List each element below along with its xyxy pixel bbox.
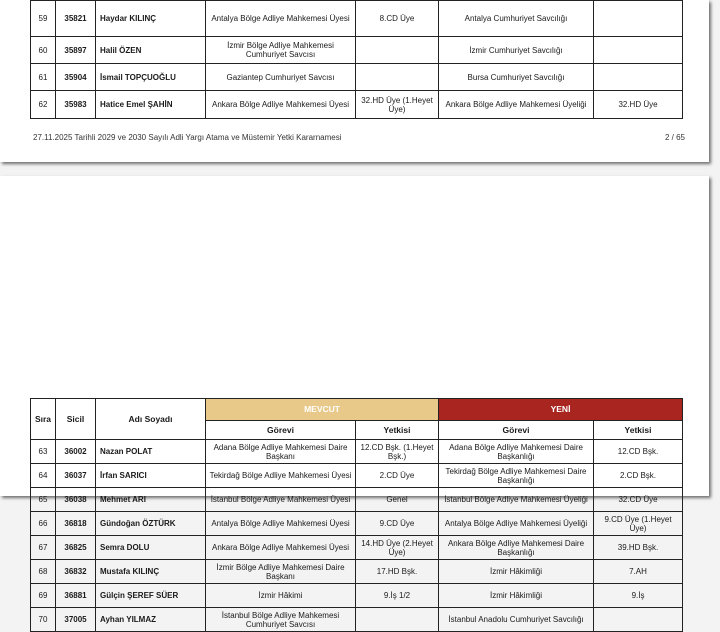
cell-adi-soyadi: Halil ÖZEN	[96, 37, 206, 64]
cell-sira: 68	[31, 560, 56, 584]
table-row	[31, 91, 683, 119]
cell-adi-soyadi: Hatice Emel ŞAHİN	[96, 91, 206, 119]
cell-mevcut-yetkisi: 9.CD Üye	[356, 512, 439, 536]
table-row	[31, 1, 683, 37]
cell-sira: 64	[31, 464, 56, 488]
cell-mevcut-gorevi: İstanbul Bölge Adliye Mahkemesi Cumhuriyet Savcısı	[206, 608, 356, 632]
cell-sira: 65	[31, 488, 56, 512]
cell-mevcut-yetkisi: 2.CD Üye	[356, 464, 439, 488]
cell-yeni-gorevi: İzmir Hâkimliği	[439, 584, 594, 608]
cell-yeni-gorevi: Antalya Bölge Adliye Mahkemesi Üyeliği	[439, 512, 594, 536]
cell-yeni-gorevi: Antalya Cumhuriyet Savcılığı	[439, 1, 594, 37]
cell-mevcut-gorevi: İzmir Bölge Adliye Mahkemesi Daire Başkanı	[206, 560, 356, 584]
header-sicil: Sicil	[56, 399, 96, 440]
cell-sira: 69	[31, 584, 56, 608]
cell-mevcut-yetkisi: 12.CD Bşk. (1.Heyet Bşk.)	[356, 440, 439, 464]
cell-mevcut-yetkisi: 32.HD Üye (1.Heyet Üye)	[356, 91, 439, 119]
cell-sira: 59	[31, 1, 56, 37]
document-page-bottom	[0, 176, 709, 629]
cell-sicil: 35904	[56, 64, 96, 91]
cell-mevcut-gorevi: Antalya Bölge Adliye Mahkemesi Üyesi	[206, 1, 356, 37]
cell-mevcut-gorevi: Ankara Bölge Adliye Mahkemesi Üyesi	[206, 536, 356, 560]
cell-sira: 70	[31, 608, 56, 632]
cell-yeni-gorevi: Bursa Cumhuriyet Savcılığı	[439, 64, 594, 91]
cell-mevcut-yetkisi: 8.CD Üye	[356, 1, 439, 37]
header-mevcut: MEVCUT	[206, 399, 439, 421]
cell-sicil: 37005	[56, 608, 96, 632]
cell-yeni-yetkisi: 9.İş	[594, 584, 683, 608]
cell-yeni-gorevi: İstanbul Anadolu Cumhuriyet Savcılığı	[439, 608, 594, 632]
cell-sira: 67	[31, 536, 56, 560]
cell-mevcut-gorevi: Gaziantep Cumhuriyet Savcısı	[206, 64, 356, 91]
cell-yeni-gorevi: İstanbul Bölge Adliye Mahkemesi Üyeliği	[439, 488, 594, 512]
cell-yeni-yetkisi: 32.HD Üye	[594, 91, 683, 119]
table-row	[31, 37, 683, 64]
cell-yeni-gorevi: Adana Bölge Adliye Mahkemesi Daire Başkanlığı	[439, 440, 594, 464]
cell-yeni-yetkisi: 32.CD Üye	[594, 488, 683, 512]
cell-sicil: 36881	[56, 584, 96, 608]
cell-mevcut-yetkisi	[356, 64, 439, 91]
cell-yeni-yetkisi: 9.CD Üye (1.Heyet Üye)	[594, 512, 683, 536]
cell-mevcut-yetkisi: 17.HD Bşk.	[356, 560, 439, 584]
cell-sira: 62	[31, 91, 56, 119]
cell-sicil: 36832	[56, 560, 96, 584]
cell-sira: 61	[31, 64, 56, 91]
cell-mevcut-yetkisi: 14.HD Üye (2.Heyet Üye)	[356, 536, 439, 560]
cell-mevcut-yetkisi	[356, 608, 439, 632]
header-sira: Sıra	[31, 399, 56, 440]
table-row	[31, 464, 683, 488]
cell-sicil: 35897	[56, 37, 96, 64]
cell-mevcut-gorevi: Tekirdağ Bölge Adliye Mahkemesi Üyesi	[206, 464, 356, 488]
cell-mevcut-gorevi: Antalya Bölge Adliye Mahkemesi Üyesi	[206, 512, 356, 536]
cell-mevcut-yetkisi: Genel	[356, 488, 439, 512]
cell-adi-soyadi: Haydar KILINÇ	[96, 1, 206, 37]
cell-yeni-yetkisi: 7.AH	[594, 560, 683, 584]
cell-yeni-yetkisi	[594, 37, 683, 64]
header-yeni-gorevi: Görevi	[439, 421, 594, 440]
cell-sicil: 36038	[56, 488, 96, 512]
cell-yeni-yetkisi	[594, 1, 683, 37]
cell-sicil: 36825	[56, 536, 96, 560]
cell-yeni-gorevi: Ankara Bölge Adliye Mahkemesi Daire Başkanlığı	[439, 536, 594, 560]
cell-sicil: 36818	[56, 512, 96, 536]
table-row	[31, 64, 683, 91]
cell-mevcut-gorevi: İstanbul Bölge Adliye Mahkemesi Üyesi	[206, 488, 356, 512]
cell-sira: 63	[31, 440, 56, 464]
cell-mevcut-gorevi: Ankara Bölge Adliye Mahkemesi Üyesi	[206, 91, 356, 119]
header-mevcut-yetkisi: Yetkisi	[356, 421, 439, 440]
cell-yeni-gorevi: Ankara Bölge Adliye Mahkemesi Üyeliği	[439, 91, 594, 119]
cell-yeni-yetkisi	[594, 608, 683, 632]
header-adi-soyadi: Adı Soyadı	[96, 399, 206, 440]
header-yeni-yetkisi: Yetkisi	[594, 421, 683, 440]
assignment-table-continued	[30, 0, 683, 119]
cell-mevcut-gorevi: İzmir Hâkimi	[206, 584, 356, 608]
header-mevcut-gorevi: Görevi	[206, 421, 356, 440]
page-number: 2 / 65	[664, 133, 685, 142]
cell-sicil: 36037	[56, 464, 96, 488]
table-row	[31, 512, 683, 536]
cell-sicil: 35983	[56, 91, 96, 119]
cell-adi-soyadi: Mustafa KILINÇ	[96, 560, 206, 584]
cell-sira: 66	[31, 512, 56, 536]
table-row	[31, 440, 683, 464]
cell-yeni-yetkisi: 39.HD Bşk.	[594, 536, 683, 560]
assignment-table	[30, 398, 683, 632]
cell-mevcut-yetkisi	[356, 37, 439, 64]
cell-adi-soyadi: İsmail TOPÇUOĞLU	[96, 64, 206, 91]
cell-yeni-gorevi: Tekirdağ Bölge Adliye Mahkemesi Daire Başkanlığı	[439, 464, 594, 488]
cell-yeni-yetkisi: 12.CD Bşk.	[594, 440, 683, 464]
cell-yeni-gorevi: İzmir Hâkimliği	[439, 560, 594, 584]
cell-mevcut-gorevi: Adana Bölge Adliye Mahkemesi Daire Başkanı	[206, 440, 356, 464]
cell-sicil: 35821	[56, 1, 96, 37]
cell-adi-soyadi: Semra DOLU	[96, 536, 206, 560]
document-page-top	[0, 0, 709, 162]
cell-yeni-yetkisi: 2.CD Bşk.	[594, 464, 683, 488]
cell-adi-soyadi: Nazan POLAT	[96, 440, 206, 464]
cell-yeni-gorevi: İzmir Cumhuriyet Savcılığı	[439, 37, 594, 64]
page-footer	[33, 133, 685, 142]
footer-text: 27.11.2025 Tarihli 2029 ve 2030 Sayılı Adli Yargı Atama ve Müstemir Yetki Kararnamesi	[33, 133, 342, 142]
cell-sira: 60	[31, 37, 56, 64]
table-row	[31, 608, 683, 632]
header-yeni: YENİ	[439, 399, 683, 421]
table-row	[31, 560, 683, 584]
cell-mevcut-gorevi: İzmir Bölge Adliye Mahkemesi Cumhuriyet Savcısı	[206, 37, 356, 64]
table-row	[31, 536, 683, 560]
cell-mevcut-yetkisi: 9.İş 1/2	[356, 584, 439, 608]
cell-adi-soyadi: İrfan SARICI	[96, 464, 206, 488]
cell-adi-soyadi: Ayhan YILMAZ	[96, 608, 206, 632]
cell-yeni-yetkisi	[594, 64, 683, 91]
cell-sicil: 36002	[56, 440, 96, 464]
table-row	[31, 488, 683, 512]
table-row	[31, 584, 683, 608]
cell-adi-soyadi: Gündoğan ÖZTÜRK	[96, 512, 206, 536]
cell-adi-soyadi: Gülçin ŞEREF SÜER	[96, 584, 206, 608]
cell-adi-soyadi: Mehmet ARI	[96, 488, 206, 512]
